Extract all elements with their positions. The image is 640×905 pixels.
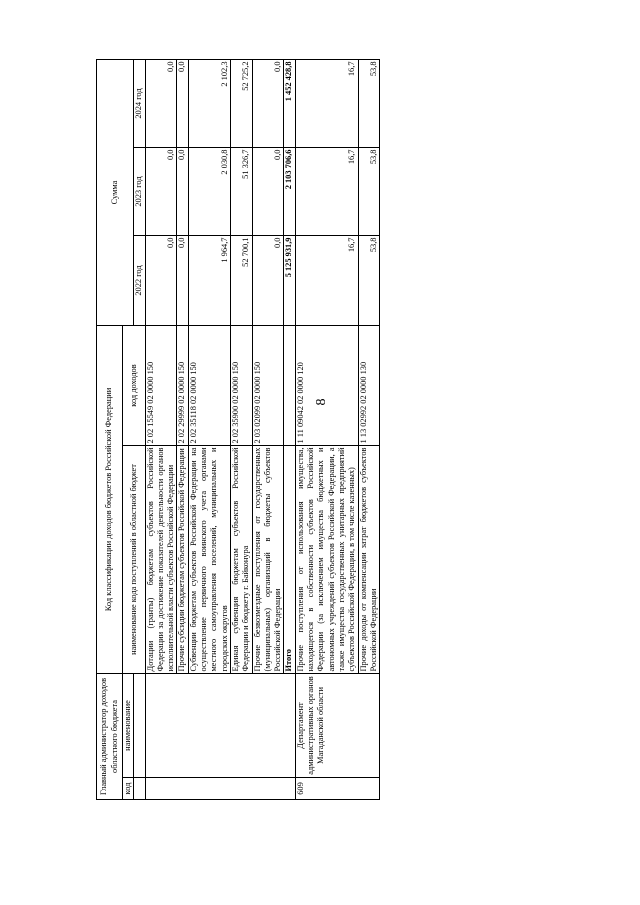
- cell-income-name: Прочие доходы от компенсации затрат бюджетов субъектов Российской Федерации: [358, 447, 378, 672]
- cell-income-name: Прочие поступления от использования имущества, находящегося в собственности субъектов Российской Федерации (за исключением имущества бюджетных и автономных учреждений субъектов Российской Федерации, а также имущества государственных унитарных предприятий субъектов Российской Федерации, в том числе казенных): [295, 447, 357, 672]
- header-income-name: наименование кода поступлений в областной бюджет: [123, 446, 146, 674]
- cell-value-2024: 0,0: [177, 59, 188, 147]
- cell-income-name: Прочие субсидии бюджетам субъектов Российской Федерации: [177, 446, 188, 674]
- cell-value-2022: 1 964,7: [188, 236, 230, 326]
- cell-admin-code-empty: [145, 778, 295, 800]
- cell-value-2023: 0,0: [252, 148, 284, 236]
- header-name-empty: [134, 674, 145, 778]
- cell-income-name: Субвенции бюджетам субъектов Российской Федерации на осуществление первичного воинского учета органами местного самоуправления поселений, муниципальных и городских округов: [188, 447, 229, 672]
- cell-value-2023: 53,8: [358, 148, 380, 236]
- cell-value-2023: 0,0: [145, 148, 177, 236]
- page-number: 8: [314, 398, 329, 406]
- header-code: код: [123, 778, 134, 800]
- header-admin-group: Главный администратор доходов областного бюджета: [97, 674, 123, 800]
- cell-income-code: 2 02 29999 02 0000 150: [177, 326, 188, 446]
- cell-value-2022: 0,0: [252, 236, 284, 326]
- cell-income-code: 2 03 02099 02 0000 150: [252, 326, 284, 446]
- cell-value-2022: 52 700,1: [230, 236, 252, 326]
- cell-value-2024: 52 725,2: [230, 59, 252, 147]
- cell-admin-name-empty: [145, 674, 295, 778]
- total-2024: 1 452 428,8: [284, 59, 295, 147]
- cell-value-2023: 0,0: [177, 148, 188, 236]
- cell-value-2023: 51 326,7: [230, 148, 252, 236]
- table-row: [295, 59, 358, 799]
- cell-value-2024: 53,8: [358, 59, 380, 147]
- cell-income-name: Прочие безвозмездные поступления от государственных (муниципальных) организаций в бюджеты субъектов Российской Федерации: [252, 447, 283, 672]
- total-2022: 5 125 931,9: [284, 236, 295, 326]
- header-year-2022: 2022 год: [134, 236, 145, 326]
- header-income-code: код доходов: [123, 326, 146, 446]
- dept-name: Департамент административных органов Магаданской области: [295, 674, 379, 778]
- total-2023: 2 103 706,6: [284, 148, 295, 236]
- cell-value-2024: 2 102,3: [188, 59, 230, 147]
- cell-income-name: Единая субвенция бюджетам субъектов Российской Федерации и бюджету г. Байконура: [230, 447, 251, 672]
- total-code-empty: [284, 326, 295, 446]
- cell-value-2024: 0,0: [252, 59, 284, 147]
- table-row: [145, 59, 177, 799]
- header-name: наименование: [123, 674, 134, 778]
- cell-value-2024: 0,0: [145, 59, 177, 147]
- header-year-2023: 2023 год: [134, 148, 145, 236]
- cell-value-2022: 53,8: [358, 236, 380, 326]
- header-sum-group: Сумма: [97, 59, 134, 325]
- total-label: Итого: [284, 446, 295, 674]
- header-year-2024: 2024 год: [134, 59, 145, 147]
- cell-value-2022: 16,7: [295, 236, 358, 326]
- cell-value-2022: 0,0: [177, 236, 188, 326]
- cell-income-code: 1 13 02992 02 0000 130: [358, 326, 380, 446]
- dept-code: 609: [295, 778, 379, 800]
- cell-income-name: Дотации (гранты) бюджетам субъектов Российской Федерации за достижение показателей деятельности органов исполнительной власти субъектов Российской Федерации: [145, 447, 176, 672]
- cell-income-code: 1 11 09042 02 0000 120: [295, 326, 358, 446]
- header-classification-group: Код классификации доходов бюджетов Российской Федерации: [97, 326, 123, 674]
- cell-value-2022: 0,0: [145, 236, 177, 326]
- cell-value-2023: 2 030,8: [188, 148, 230, 236]
- cell-value-2024: 16,7: [295, 59, 358, 147]
- rotated-table-container: [96, 60, 536, 800]
- header-code-empty: [134, 778, 145, 800]
- cell-income-code: 2 02 35118 02 0000 150: [188, 326, 230, 446]
- cell-income-code: 2 02 35900 02 0000 150: [230, 326, 252, 446]
- cell-value-2023: 16,7: [295, 148, 358, 236]
- cell-income-code: 2 02 15549 02 0000 150: [145, 326, 177, 446]
- revenue-table: [96, 59, 380, 800]
